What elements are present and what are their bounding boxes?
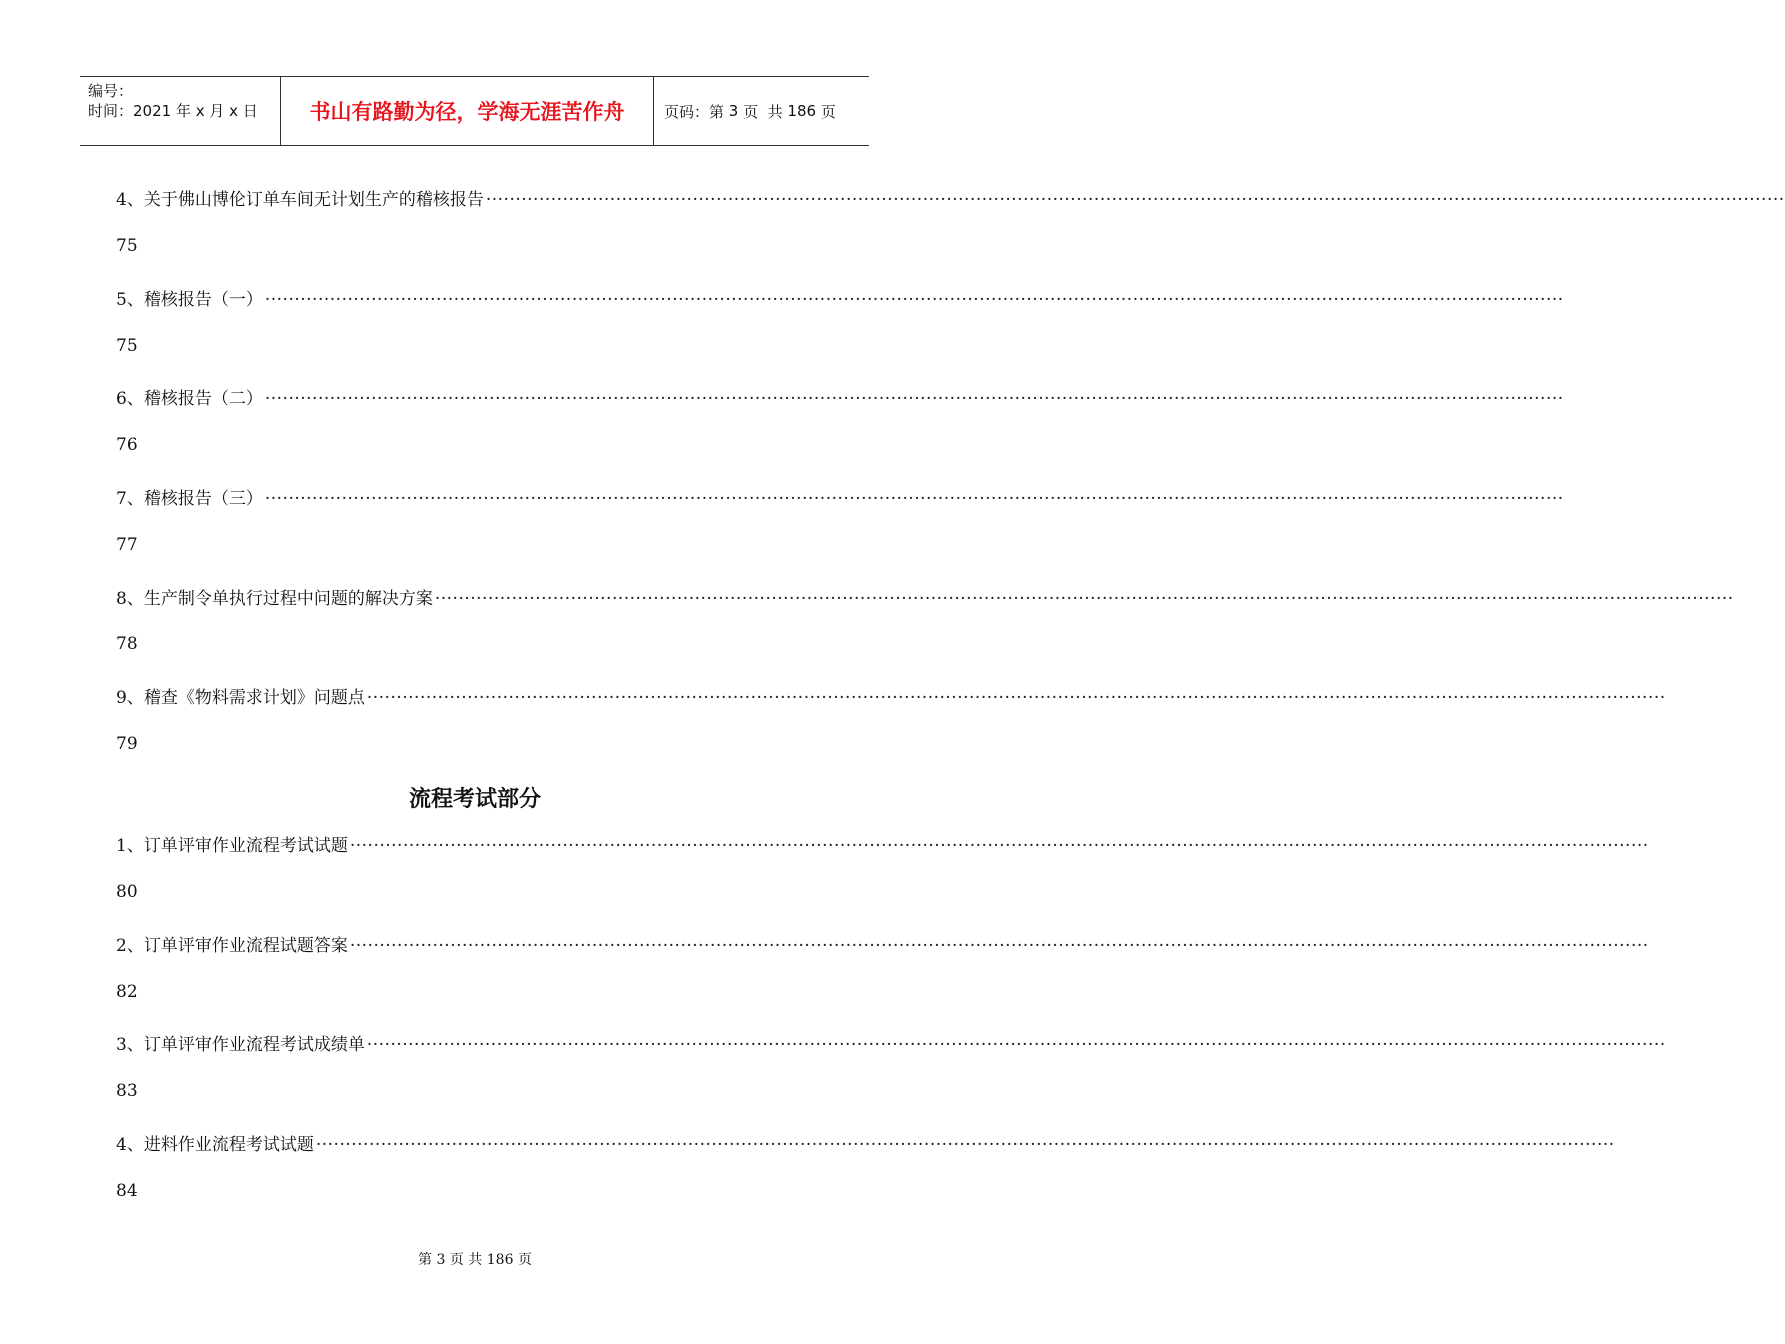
toc-entry[interactable]	[116, 485, 1564, 509]
toc-entry-page: 79	[116, 734, 138, 754]
toc-entry-title: 7、稽核报告（三）	[116, 489, 263, 509]
page-prefix: 页码：第	[664, 102, 729, 121]
toc-entry[interactable]	[116, 932, 1649, 956]
footer-prefix: 第	[418, 1252, 437, 1268]
toc-entry-title: 1、订单评审作业流程考试试题	[116, 836, 348, 856]
toc-entry[interactable]	[116, 186, 1785, 210]
page-total: 186	[787, 102, 817, 120]
toc-entry[interactable]	[116, 385, 1564, 409]
date-label: 时间：2021 年 x 月 x 日	[88, 102, 258, 120]
header-page-info	[654, 77, 869, 145]
toc-leader-dots: ····························································································································································································································	[264, 389, 1564, 409]
toc-entry[interactable]	[116, 832, 1649, 856]
toc-entry-page: 82	[116, 982, 138, 1002]
toc-leader-dots: ····························································································································································································································	[485, 190, 1785, 210]
toc-entry-page: 84	[116, 1181, 138, 1201]
toc-entry-title: 3、订单评审作业流程考试成绩单	[116, 1035, 365, 1055]
toc-entry-page: 83	[116, 1081, 138, 1101]
toc-leader-dots: ····························································································································································································································	[366, 688, 1666, 708]
code-label: 编号：	[88, 82, 134, 100]
toc-leader-dots: ····························································································································································································································	[434, 589, 1734, 609]
toc-entry-page: 78	[116, 634, 138, 654]
toc-entry-title: 4、关于佛山博伦订单车间无计划生产的稽核报告	[116, 190, 484, 210]
footer-current: 3	[436, 1252, 446, 1268]
toc-entry[interactable]	[116, 1131, 1615, 1155]
page-header	[80, 76, 869, 146]
footer-mid: 页 共	[445, 1252, 487, 1268]
toc-entry-page: 76	[116, 435, 138, 455]
footer-suffix: 页	[513, 1252, 532, 1268]
toc-entry-page: 75	[116, 236, 138, 256]
page-current: 3	[728, 102, 739, 120]
toc-entry-title: 6、稽核报告（二）	[116, 389, 263, 409]
toc-leader-dots: ····························································································································································································································	[349, 936, 1649, 956]
toc-leader-dots: ····························································································································································································································	[366, 1035, 1666, 1055]
toc-entry[interactable]	[116, 585, 1734, 609]
toc-entry-page: 75	[116, 336, 138, 356]
toc-entry-title: 9、稽查《物料需求计划》问题点	[116, 688, 365, 708]
page-footer	[0, 1249, 950, 1269]
page-mid: 页 共	[738, 102, 788, 121]
section-title: 流程考试部分	[408, 786, 541, 812]
toc-entry[interactable]	[116, 684, 1666, 708]
toc-entry[interactable]	[116, 286, 1564, 310]
toc-entry-title: 4、进料作业流程考试试题	[116, 1135, 314, 1155]
toc-leader-dots: ····························································································································································································································	[264, 290, 1564, 310]
header-meta	[80, 77, 280, 145]
toc-entry-title: 2、订单评审作业流程试题答案	[116, 936, 348, 956]
toc-entry-title: 8、生产制令单执行过程中问题的解决方案	[116, 589, 433, 609]
toc-entry-page: 77	[116, 535, 138, 555]
footer-total: 186	[486, 1252, 514, 1268]
page-suffix: 页	[816, 102, 836, 121]
toc-leader-dots: ····························································································································································································································	[264, 489, 1564, 509]
toc-leader-dots: ····························································································································································································································	[315, 1135, 1615, 1155]
toc-entry[interactable]	[116, 1031, 1666, 1055]
header-motto: 书山有路勤为径，学海无涯苦作舟	[280, 77, 654, 145]
toc-leader-dots: ····························································································································································································································	[349, 836, 1649, 856]
toc-entry-title: 5、稽核报告（一）	[116, 290, 263, 310]
toc-entry-page: 80	[116, 882, 138, 902]
